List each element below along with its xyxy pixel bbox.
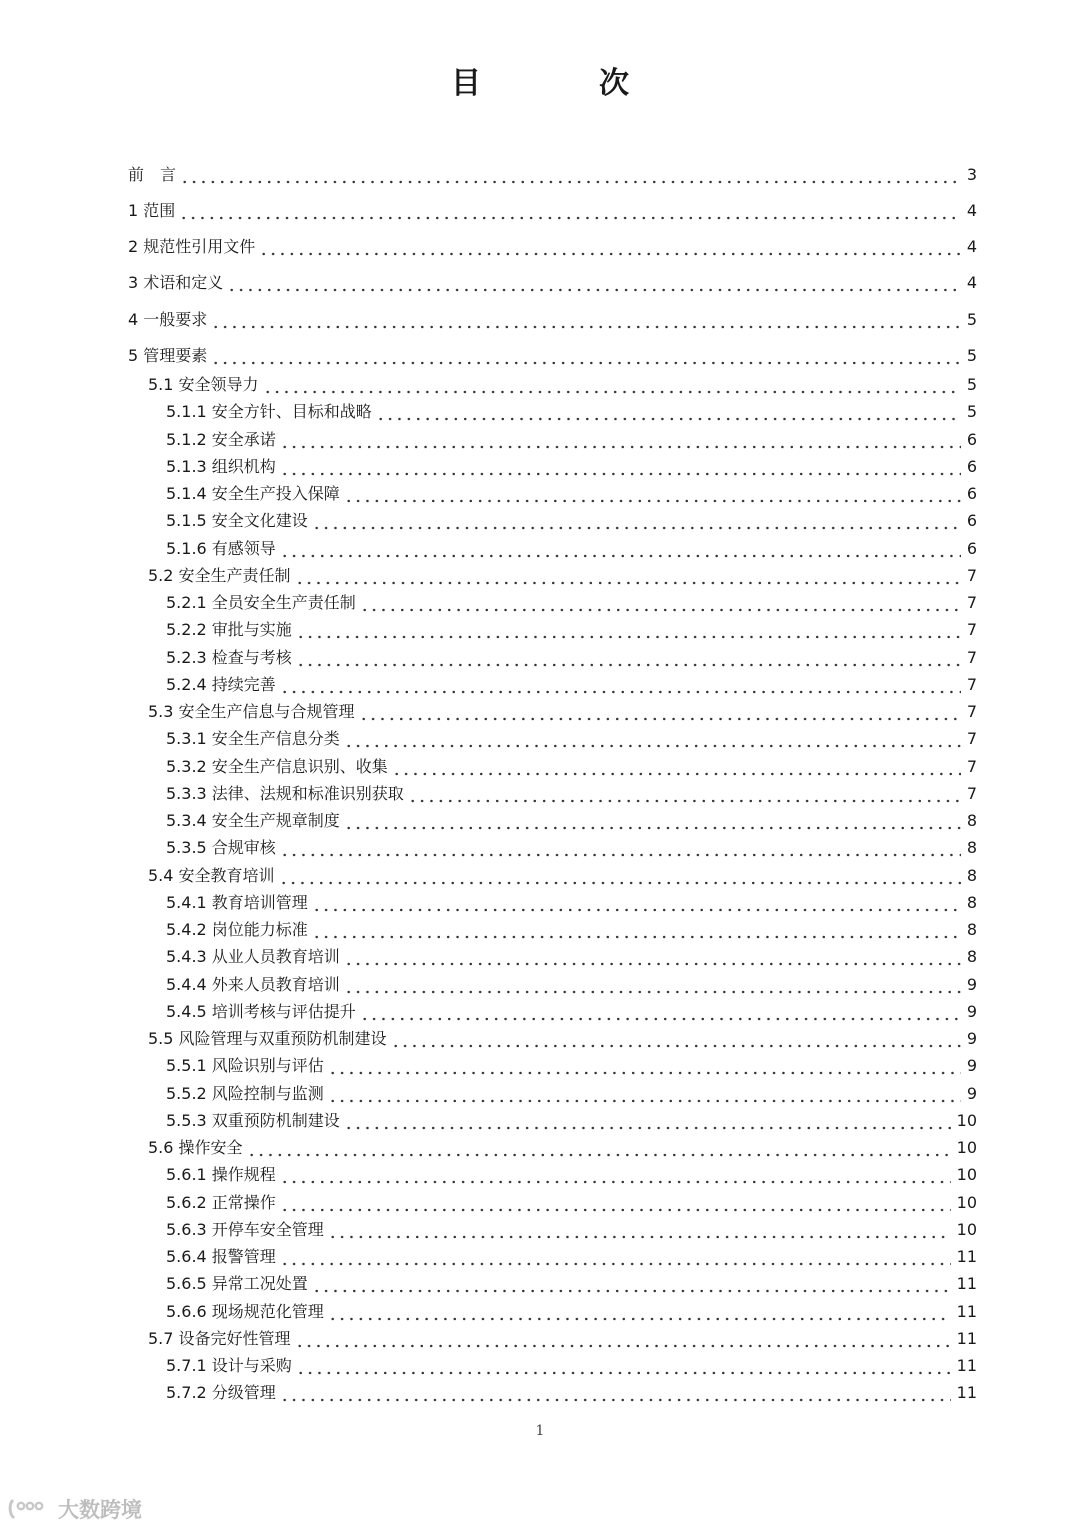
toc-entry-page: 5 — [966, 375, 977, 394]
toc-entry-label: 5.3.2 安全生产信息识别、收集 — [166, 756, 388, 776]
toc-entry-page: 8 — [966, 920, 977, 939]
toc-entry-page: 7 — [966, 783, 977, 803]
toc-entry-label: 5.1 安全领导力 — [148, 375, 259, 394]
toc-dot-leader — [295, 566, 961, 586]
toc-dot-leader — [312, 920, 961, 940]
toc-entry[interactable] — [166, 1352, 977, 1376]
toc-dot-leader — [227, 273, 961, 293]
toc-entry-label: 5.2.1 全员安全生产责任制 — [166, 593, 356, 612]
toc-entry-page: 10 — [956, 1110, 977, 1130]
toc-dot-leader — [296, 620, 961, 640]
toc-entry[interactable] — [128, 233, 977, 257]
toc-entry[interactable] — [166, 1270, 977, 1294]
toc-dot-leader — [296, 1356, 951, 1376]
toc-entry-page: 11 — [956, 1247, 977, 1266]
toc-entry-label: 5.7.2 分级管理 — [166, 1383, 276, 1403]
toc-dot-leader — [344, 811, 961, 831]
toc-entry-page: 8 — [966, 892, 977, 912]
toc-entry-page: 7 — [966, 593, 977, 612]
toc-dot-leader — [280, 1193, 951, 1213]
toc-dot-leader — [211, 346, 961, 366]
watermark-text: 大数跨境 — [58, 1498, 142, 1522]
toc-dot-leader — [328, 1302, 951, 1322]
page-title: 目 次 — [451, 66, 673, 101]
toc-entry[interactable] — [166, 725, 977, 749]
toc-entry[interactable] — [166, 1243, 977, 1267]
toc-dot-leader — [279, 866, 961, 886]
toc-entry[interactable] — [128, 342, 977, 366]
toc-entry-page: 9 — [966, 1001, 977, 1021]
toc-entry-label: 5.4.3 从业人员教育培训 — [166, 947, 340, 967]
toc-entry[interactable] — [166, 616, 977, 640]
toc-entry-page: 7 — [966, 702, 977, 721]
toc-entry[interactable] — [166, 1161, 977, 1185]
toc-entry-label: 5.6.6 现场规范化管理 — [166, 1301, 324, 1321]
toc-entry-page: 6 — [966, 484, 977, 503]
toc-entry-page: 6 — [966, 511, 977, 531]
toc-entry[interactable] — [148, 1025, 977, 1049]
toc-dot-leader — [360, 593, 961, 613]
toc-entry-label: 5.4.4 外来人员教育培训 — [166, 974, 340, 994]
toc-entry-page: 10 — [956, 1138, 977, 1157]
toc-entry-page: 11 — [956, 1274, 977, 1294]
toc-entry-page: 9 — [966, 1029, 977, 1048]
toc-entry[interactable] — [166, 426, 977, 450]
toc-entry-label: 5.6 操作安全 — [148, 1138, 243, 1157]
toc-entry-label: 5.3.4 安全生产规章制度 — [166, 811, 340, 830]
toc-entry[interactable] — [166, 1189, 977, 1213]
toc-dot-leader — [328, 1056, 961, 1076]
toc-entry-page: 7 — [966, 674, 977, 694]
toc-dot-leader — [263, 375, 961, 395]
toc-dot-leader — [280, 457, 961, 477]
toc-dot-leader — [328, 1220, 951, 1240]
toc-entry[interactable] — [148, 1325, 977, 1349]
toc-entry[interactable] — [166, 480, 977, 504]
toc-entry[interactable] — [166, 780, 977, 804]
toc-entry-page: 11 — [956, 1356, 977, 1375]
toc-entry-page: 8 — [966, 811, 977, 830]
toc-entry[interactable] — [166, 671, 977, 695]
toc-entry[interactable] — [166, 889, 977, 913]
toc-entry[interactable] — [148, 1134, 977, 1158]
toc-entry-page: 4 — [966, 201, 977, 220]
toc-dot-leader — [344, 947, 961, 967]
toc-entry-label: 5.7 设备完好性管理 — [148, 1328, 291, 1348]
watermark-logo-icon — [8, 1496, 52, 1522]
toc-entry[interactable] — [166, 535, 977, 559]
toc-entry-page: 5 — [966, 346, 977, 365]
toc-dot-leader — [280, 430, 961, 450]
toc-entry-page: 5 — [966, 310, 977, 329]
toc-entry-label: 5.4.1 教育培训管理 — [166, 892, 308, 912]
toc-entry[interactable] — [148, 562, 977, 586]
toc-entry-page: 5 — [966, 402, 977, 422]
toc-entry-label: 5 管理要素 — [128, 346, 208, 365]
toc-entry-label: 5.6.2 正常操作 — [166, 1192, 276, 1212]
toc-entry[interactable] — [166, 453, 977, 477]
toc-entry[interactable] — [166, 398, 977, 422]
toc-entry[interactable] — [128, 197, 977, 221]
toc-dot-leader — [312, 893, 961, 913]
toc-entry[interactable] — [166, 1107, 977, 1131]
toc-entry-page: 4 — [966, 237, 977, 256]
toc-entry-page: 11 — [956, 1383, 977, 1403]
toc-entry[interactable] — [148, 862, 977, 886]
toc-entry-page: 6 — [966, 429, 977, 449]
toc-entry-label: 5.1.2 安全承诺 — [166, 429, 276, 449]
toc-entry[interactable] — [128, 269, 977, 293]
toc-dot-leader — [344, 729, 961, 749]
toc-entry[interactable] — [166, 807, 977, 831]
toc-entry-label: 5.2.2 审批与实施 — [166, 620, 292, 640]
toc-entry-label: 5.5.2 风险控制与监测 — [166, 1083, 324, 1103]
toc-entry-page: 11 — [956, 1328, 977, 1348]
toc-entry-page: 8 — [966, 838, 977, 858]
toc-entry-page: 9 — [966, 1083, 977, 1103]
toc-dot-leader — [179, 201, 961, 221]
toc-entry-label: 5.1.4 安全生产投入保障 — [166, 484, 340, 503]
toc-entry-label: 5.2 安全生产责任制 — [148, 565, 291, 585]
toc-dot-leader — [259, 237, 961, 257]
toc-entry-label: 5.1.1 安全方针、目标和战略 — [166, 402, 372, 422]
toc-dot-leader — [312, 511, 961, 531]
toc-entry[interactable] — [148, 371, 977, 395]
toc-entry[interactable] — [166, 1298, 977, 1322]
toc-entry-page: 3 — [966, 165, 977, 184]
toc-entry-label: 5.1.6 有感领导 — [166, 538, 276, 558]
toc-entry-label: 4 一般要求 — [128, 310, 208, 329]
toc-entry-page: 9 — [966, 1056, 977, 1076]
toc-entry[interactable] — [166, 1216, 977, 1240]
toc-entry-page: 11 — [956, 1301, 977, 1321]
toc-entry-label: 5.2.4 持续完善 — [166, 674, 276, 694]
toc-entry-label: 5.3 安全生产信息与合规管理 — [148, 702, 355, 721]
toc-dot-leader — [280, 838, 961, 858]
toc-entry-page: 7 — [966, 565, 977, 585]
toc-dot-leader — [280, 675, 961, 695]
toc-dot-leader — [328, 1084, 961, 1104]
toc-entry-page: 8 — [966, 865, 977, 885]
toc-entry-page: 7 — [966, 729, 977, 749]
toc-entry-label: 1 范围 — [128, 201, 176, 220]
toc-entry-label: 5.4 安全教育培训 — [148, 865, 275, 885]
toc-dot-leader — [247, 1138, 951, 1158]
toc-entry-page: 7 — [966, 647, 977, 667]
toc-dot-leader — [280, 1383, 951, 1403]
toc-entry-label: 3 术语和定义 — [128, 273, 224, 292]
watermark — [8, 1494, 142, 1524]
toc-dot-leader — [360, 1002, 961, 1022]
toc-entry[interactable] — [148, 698, 977, 722]
toc-entry-label: 5.6.3 开停车安全管理 — [166, 1219, 324, 1239]
toc-entry[interactable] — [166, 943, 977, 967]
toc-entry-page: 10 — [956, 1165, 977, 1185]
toc-entry-page: 10 — [956, 1192, 977, 1212]
toc-entry-label: 5.6.4 报警管理 — [166, 1247, 276, 1266]
toc-entry-page: 4 — [966, 273, 977, 292]
toc-entry[interactable] — [166, 916, 977, 940]
toc-entry[interactable] — [166, 644, 977, 668]
toc-entry-label: 5.1.5 安全文化建设 — [166, 511, 308, 531]
toc-dot-leader — [344, 484, 961, 504]
toc-dot-leader — [280, 1165, 951, 1185]
page-number: 1 — [535, 1423, 545, 1439]
toc-entry-label: 5.7.1 设计与采购 — [166, 1356, 292, 1375]
toc-entry-page: 6 — [966, 538, 977, 558]
toc-entry-page: 8 — [966, 947, 977, 967]
toc-dot-leader — [295, 1329, 951, 1349]
toc-dot-leader — [296, 648, 961, 668]
toc-entry-page: 7 — [966, 756, 977, 776]
toc-entry-label: 前 言 — [128, 165, 177, 184]
toc-dot-leader — [408, 784, 961, 804]
toc-entry[interactable] — [166, 1052, 977, 1076]
toc-dot-leader — [376, 402, 961, 422]
toc-dot-leader — [344, 975, 961, 995]
toc-entry[interactable] — [166, 1080, 977, 1104]
toc-dot-leader — [280, 1247, 951, 1267]
toc-entry[interactable] — [166, 589, 977, 613]
toc-entry-page: 9 — [966, 974, 977, 994]
toc-entry[interactable] — [166, 971, 977, 995]
toc-entry[interactable] — [128, 306, 977, 330]
toc-dot-leader — [180, 165, 961, 185]
toc-entry-label: 5.4.2 岗位能力标准 — [166, 920, 308, 939]
toc-entry-label: 5.5.3 双重预防机制建设 — [166, 1110, 340, 1130]
toc-entry-label: 5.3.5 合规审核 — [166, 838, 276, 858]
toc-entry-label: 5.5 风险管理与双重预防机制建设 — [148, 1029, 387, 1048]
toc-entry-label: 5.6.5 异常工况处置 — [166, 1274, 308, 1294]
toc-entry[interactable] — [166, 998, 977, 1022]
toc-entry-page: 6 — [966, 456, 977, 476]
toc-entry-label: 5.3.1 安全生产信息分类 — [166, 729, 340, 749]
toc-entry-label: 5.3.3 法律、法规和标准识别获取 — [166, 783, 404, 803]
toc-entry[interactable] — [166, 834, 977, 858]
toc-entry[interactable] — [128, 161, 977, 185]
toc-entry-label: 2 规范性引用文件 — [128, 237, 256, 256]
toc-dot-leader — [359, 702, 961, 722]
toc-entry[interactable] — [166, 753, 977, 777]
toc-entry-label: 5.1.3 组织机构 — [166, 456, 276, 476]
toc-dot-leader — [280, 539, 961, 559]
toc-entry-page: 10 — [956, 1219, 977, 1239]
toc-entry-label: 5.5.1 风险识别与评估 — [166, 1056, 324, 1076]
toc-entry-label: 5.6.1 操作规程 — [166, 1165, 276, 1185]
toc-entry-page: 7 — [966, 620, 977, 640]
toc-dot-leader — [392, 757, 961, 777]
toc-entry[interactable] — [166, 1379, 977, 1403]
toc-entry[interactable] — [166, 507, 977, 531]
toc-entry-label: 5.4.5 培训考核与评估提升 — [166, 1001, 356, 1021]
toc-dot-leader — [211, 310, 961, 330]
toc-dot-leader — [344, 1111, 951, 1131]
toc-entry-label: 5.2.3 检查与考核 — [166, 647, 292, 667]
toc-dot-leader — [312, 1274, 951, 1294]
toc-dot-leader — [391, 1029, 961, 1049]
